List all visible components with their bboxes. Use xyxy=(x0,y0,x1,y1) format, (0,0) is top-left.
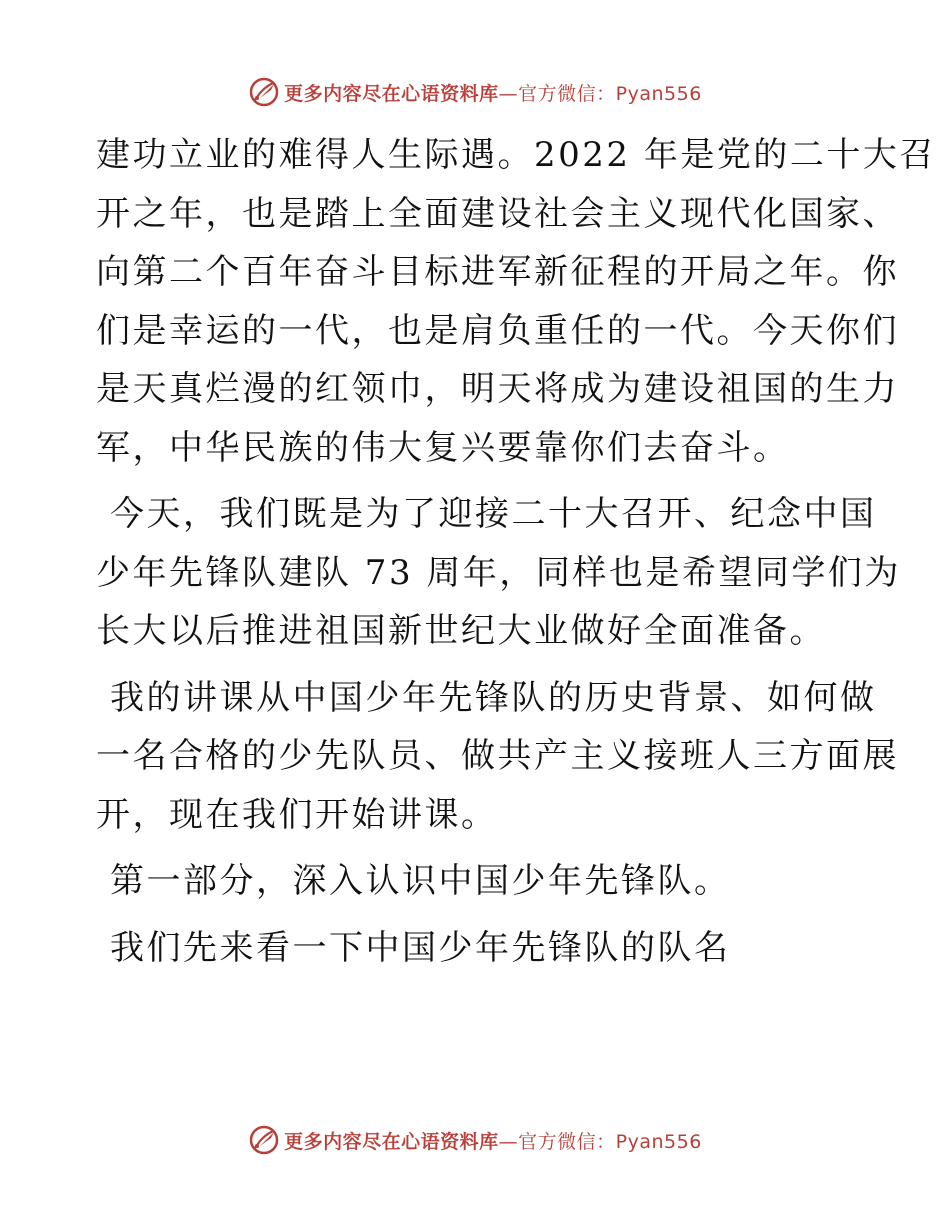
text-line: 一名合格的少先队员、做共产主义接班人三方面展 xyxy=(96,736,899,776)
text-line: 军，中华民族的伟大复兴要靠你们去奋斗。 xyxy=(96,427,790,468)
paragraph-2 xyxy=(96,485,901,661)
text-line: 向第二个百年奋斗目标进军新征程的开局之年。你 xyxy=(96,252,899,292)
text-line: 第一部分，深入认识中国少年先锋队。 xyxy=(110,861,731,901)
paragraph-5 xyxy=(96,919,866,978)
paragraph-4 xyxy=(96,852,866,911)
header-banner-title: 更多内容尽在心语资料库 xyxy=(284,82,499,105)
document-body xyxy=(96,126,936,977)
text-line: 开之年，也是踏上全面建设社会主义现代化国家、 xyxy=(96,193,899,234)
footer-banner-title: 更多内容尽在心语资料库 xyxy=(284,1130,499,1153)
text-line: 我的讲课从中国少年先锋队的历史背景、如何做 xyxy=(110,677,877,718)
pen-swirl-logo-icon xyxy=(248,1124,280,1156)
header-banner xyxy=(0,72,950,112)
text-line: 们是幸运的一代，也是肩负重任的一代。今天你们 xyxy=(96,310,899,351)
footer-banner-wechat: —官方微信：Pyan556 xyxy=(498,1130,702,1153)
footer-banner-text xyxy=(284,1127,702,1154)
text-line: 少年先锋队建队 73 周年，同样也是希望同学们为 xyxy=(96,552,901,593)
pen-swirl-logo-icon xyxy=(248,76,280,108)
paragraph-1 xyxy=(96,126,936,477)
text-line: 建功立业的难得人生际遇。2022 年是党的二十大召 xyxy=(96,135,936,175)
text-line: 我们先来看一下中国少年先锋队的队名 xyxy=(110,927,731,968)
header-banner-text xyxy=(284,79,702,106)
text-line: 今天，我们既是为了迎接二十大召开、纪念中国 xyxy=(110,494,877,534)
paragraph-3 xyxy=(96,669,899,845)
text-line: 开，现在我们开始讲课。 xyxy=(96,794,498,835)
header-banner-wechat: —官方微信：Pyan556 xyxy=(498,82,702,105)
text-line: 长大以后推进祖国新世纪大业做好全面准备。 xyxy=(96,611,826,651)
footer-banner xyxy=(0,1120,950,1160)
text-line: 是天真烂漫的红领巾，明天将成为建设祖国的生力 xyxy=(96,369,899,409)
